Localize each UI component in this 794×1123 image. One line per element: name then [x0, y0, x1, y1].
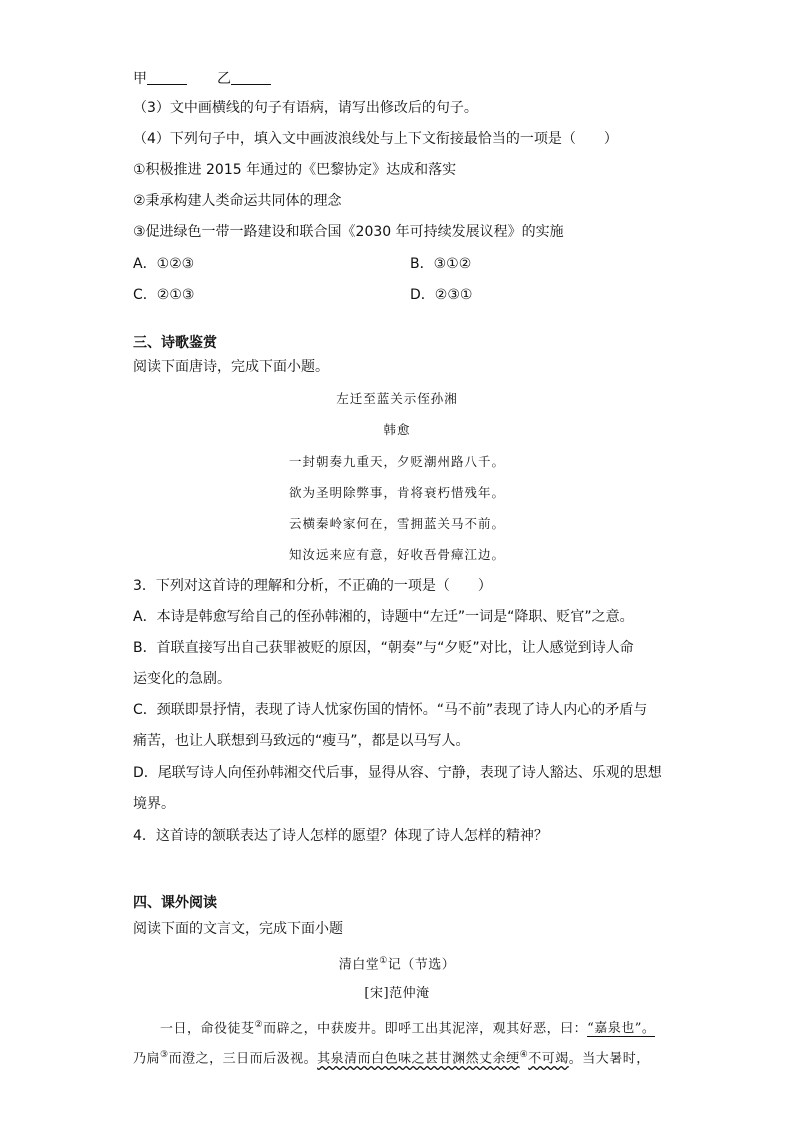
classical-text-author: [宋]范仲淹: [364, 986, 430, 1001]
blank-label-jia: 甲: [133, 71, 147, 87]
blank-jia[interactable]: [147, 68, 187, 85]
q3-option-b-line2: 运变化的急剧。: [133, 671, 231, 687]
question-4: 4．这首诗的颔联表达了诗人怎样的愿望？体现了诗人怎样的精神？: [133, 828, 548, 844]
footnote-marker-3: ③: [160, 1050, 169, 1060]
q3-option-c-line2: 痛苦，也让人联想到马致远的“瘦马”，都是以马写人。: [133, 733, 470, 749]
footnote-marker-2: ②: [254, 1020, 264, 1030]
classical-text-title: 清白堂①记（节选）: [338, 956, 456, 973]
statement-2: ②秉承构建人类命运共同体的理念: [133, 193, 342, 209]
statement-1: ①积极推进 2015 年通过的《巴黎协定》达成和落实: [133, 162, 457, 178]
question-3: 3．下列对这首诗的理解和分析，不正确的一项是（ ）: [133, 578, 492, 594]
q3-option-d-line2: 境界。: [133, 796, 175, 812]
wavy-underlined-sentence: 其泉清而白色味之甚甘渊然丈余绠: [317, 1051, 520, 1067]
poem-line-1: 一封朝奏九重天，夕贬潮州路八千。: [288, 454, 505, 469]
footnote-marker-4: ④: [519, 1050, 529, 1060]
q3-option-a[interactable]: A．本诗是韩愈写给自己的侄孙韩湘的，诗题中“左迁”一词是“降职、贬官”之意。: [133, 609, 634, 625]
options-row-2: [133, 285, 694, 305]
poem-title: 左迁至蓝关示侄孙湘: [336, 391, 458, 406]
q3-option-d-line1[interactable]: D．尾联写诗人向侄孙韩湘交代后事，显得从容、宁静，表现了诗人豁达、乐观的思想: [133, 765, 662, 781]
poem-line-4: 知汝远来应有意，好收吾骨瘴江边。: [288, 547, 505, 562]
blank-yi[interactable]: [231, 68, 271, 85]
classical-paragraph-line-1: 一日，命役徒芟②而辟之，中获废井。即呼工出其泥滓，观其好恶，曰：“嘉泉也”。: [160, 1020, 656, 1037]
section-3-title: 三、诗歌鉴赏: [133, 335, 217, 351]
poem-author: 韩愈: [383, 422, 411, 437]
option-c[interactable]: C．②①③: [133, 287, 195, 303]
section-4-title: 四、课外阅读: [133, 895, 217, 911]
option-a[interactable]: A．①②③: [133, 256, 195, 272]
poem-line-3: 云横秦岭家何在，雪拥蓝关马不前。: [288, 516, 505, 531]
q3-option-b-line1[interactable]: B．首联直接写出自己获罪被贬的原因，“朝奏”与“夕贬”对比，让人感觉到诗人命: [133, 640, 634, 656]
options-row-1: [133, 254, 694, 274]
sub-question-3: （3）文中画横线的句子有语病，请写出修改后的句子。: [133, 100, 478, 116]
poem-line-2: 欲为圣明除弊事，肯将衰朽惜残年。: [288, 485, 505, 500]
option-b[interactable]: B．③①②: [410, 256, 472, 272]
fill-blank-row: [133, 68, 694, 89]
section-3-intro: 阅读下面唐诗，完成下面小题。: [133, 359, 329, 375]
q3-option-c-line1[interactable]: C．颈联即景抒情，表现了诗人忧家伤国的情怀。“马不前”表现了诗人内心的矛盾与: [133, 702, 648, 718]
statement-3: ③促进绿色一带一路建设和联合国《2030 年可持续发展议程》的实施: [133, 224, 564, 240]
classical-paragraph-line-2: 乃扃③而澄之，三日而后汲视。其泉清而白色味之甚甘渊然丈余绠④不可竭。当大暑时，: [133, 1050, 650, 1067]
option-d[interactable]: D．②③①: [410, 287, 473, 303]
section-4-intro: 阅读下面的文言文，完成下面小题: [133, 921, 343, 937]
sub-question-4: （4）下列句子中，填入文中画波浪线处与上下文衔接最恰当的一项是（ ）: [133, 131, 618, 147]
footnote-marker-1: ①: [379, 956, 388, 966]
underlined-sentence: “嘉泉也”。: [587, 1021, 656, 1037]
blank-label-yi: 乙: [217, 71, 231, 87]
